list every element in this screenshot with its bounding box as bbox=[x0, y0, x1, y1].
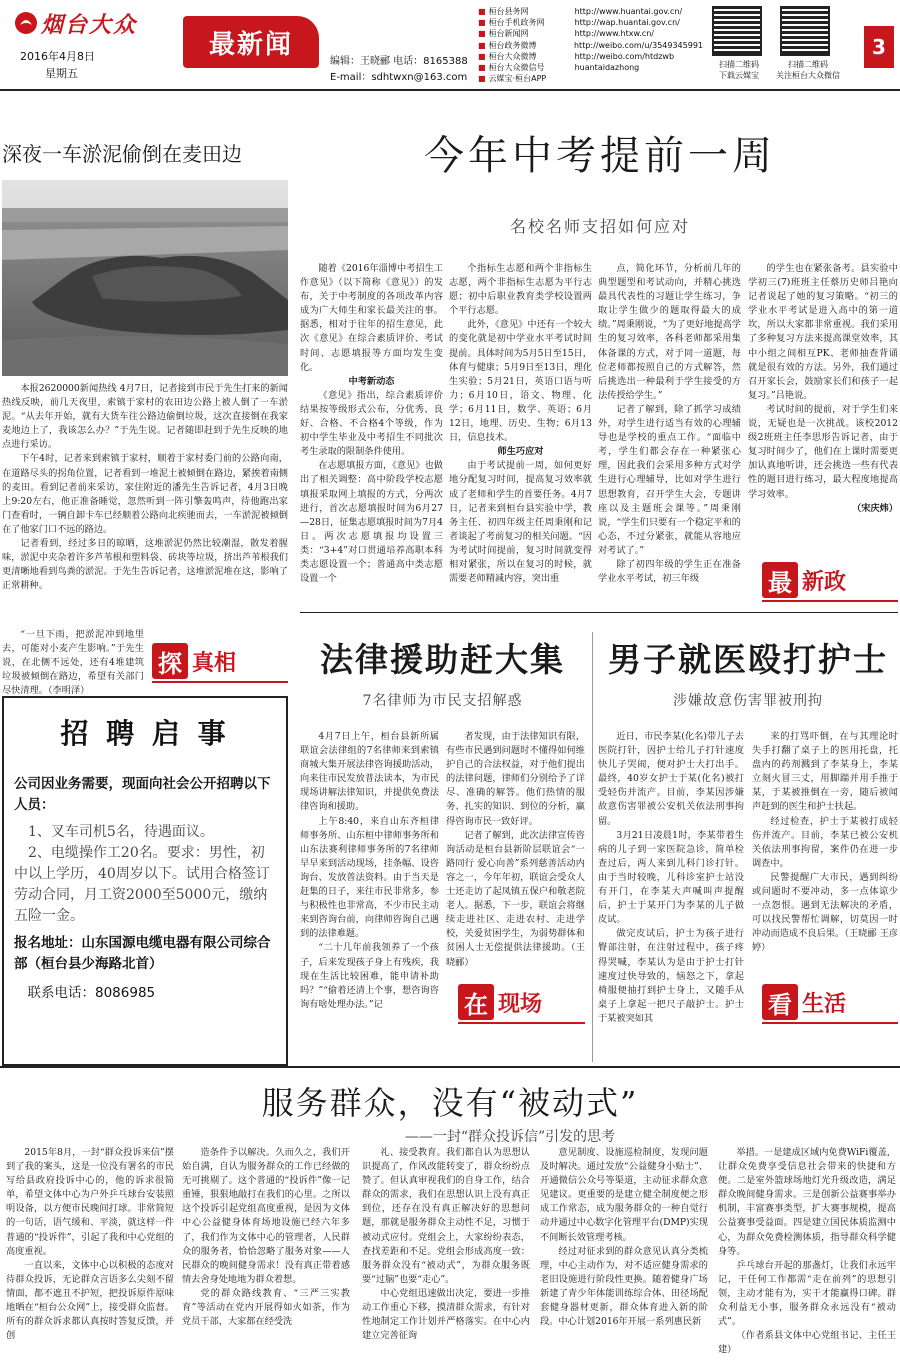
paragraph: 意见制度、设施巡检制度，发现问题及时解决。通过发放“公益健身小贴士”、开通微信公众号等渠道，主动征求群众意见建议。更重要的是建立健全制度便之形成工作常态，成为服务群众的一种自觉行动并通过中心数字化管理平台(DMP)实现不间断长效管理考核。 bbox=[540, 1147, 708, 1243]
paragraph: 记者看到，经过多日的晾晒，这堆淤泥仍然比较潮湿，散发着腥味，淤泥中夹杂着许多芦苇根和塑料袋、砖块等垃圾，挤出芦苇根我们更清晰地看到鸟粪的淤泥。于先生告诉记者，这堆淤泥堆在这，影响了正常耕种。 bbox=[2, 538, 288, 592]
tag-zuixinzheng bbox=[762, 560, 898, 602]
bottom-story-rule bbox=[0, 1066, 900, 1068]
top-col-2 bbox=[449, 262, 592, 604]
tag-tan-rest: 真相 bbox=[192, 649, 237, 676]
masthead-link-name: 桓台大众微博 bbox=[488, 51, 537, 61]
paragraph: 礼、接受教育。我们都自认为思想认识提高了，作风改能转变了，群众纷纷点赞了。但认真审视我们的自身工作，结合群众的需求，我们在思想认识上没有真正到位，还存在没有真正解决好的思想问题，那就是服务群众主动性不足，习惯于被动式应付。党组会上，大家纷纷表态，查找差距和不足。党组会形成高度一致：服务群众没有“被动式”，为群众服务既要“过脑”也要“走心”。 bbox=[362, 1147, 530, 1285]
left-body bbox=[2, 382, 288, 627]
paragraph: “一旦下雨，把淤泥冲到地里去，可能对小麦产生影响。”于先生说，在北侧不远处，还有4堆建筑垃圾被倾倒在路边，希望有关部门尽快清理。（李明泽） bbox=[2, 629, 144, 697]
paragraph: 乒乓球台开起的那盏灯，让我们永远牢记，干任何工作都需“走在前列”的思想引领，主动才能有为，实干才能赢得口碑。群众利益无小事，服务群众永远没有“被动式”。 bbox=[718, 1259, 896, 1328]
top-col-3 bbox=[598, 262, 741, 604]
masthead bbox=[0, 0, 900, 88]
paragraph: 随着《2016年淄博中考招生工作意见》（以下简称《意见》）的发布，关于中考制度的各项改革内容成为广大师生和家长最关注的事。据悉，相对于往年的招生意见，此次《意见》在综合素质评价、考试时间、志愿填报等方面均发生变化。 bbox=[300, 263, 443, 373]
masthead-link-name: 云媒宝·桓台APP bbox=[488, 74, 547, 84]
bullet-square-icon: ■ bbox=[478, 74, 486, 84]
bottom-col-2 bbox=[182, 1146, 350, 1356]
logo-text: 烟台大众 bbox=[41, 11, 138, 38]
tag-kan-char: 看 bbox=[762, 984, 798, 1020]
masthead-link-row[interactable] bbox=[478, 73, 703, 84]
paragraph: 一直以来，文体中心以积极的态度对待群众投诉，无论群众言语多么尖刻不留情面，都不遮丑不护短，把投诉原件原味地晒在“桓台公众网”上，接受群众监督。所有的群众诉求都认真按时答复反馈，并创 bbox=[6, 1259, 174, 1342]
paragraph: 2015年8月，一封“群众投诉来信”摆到了我的案头，这是一位没有署名的市民写给县政府投诉中心的，他的诉求很简单，希望文体中心为户外乒乓球台安装照明设备，以方便市民晚间打球。非常简短的一句话，语气缓和、平淡，就这样一件普通的“投诉件”，引起了我和中心党组的高度重视。 bbox=[6, 1147, 174, 1257]
banner-title: 最新闻 bbox=[208, 29, 293, 60]
paragraph: 《意见》指出，综合素质评价结果按等级形式公布，分优秀、良好、合格、不合格4个等级，作为初中学生毕业及中考招生不同批次考生录取的限制条件使用。 bbox=[300, 389, 443, 458]
paragraph: 者发现，由于法律知识有限，有些市民遇到问题时不懂得如何维护自己的合法权益，对于他们提出的法律问题，律师们分别给予了详尽、准确的解答。他们热情的服务、扎实的知识、到位的分析，赢得咨询市民一致好评。 bbox=[446, 731, 585, 827]
issue-date: 2016年4月8日 bbox=[20, 50, 95, 63]
paragraph: 在志愿填报方面，《意见》也做出了相关调整：高中阶段学校志愿填报采取网上填报的方式，分两次进行，首次志愿填报时间为6月27—28日，征集志愿填报时间为7月4日。两次志愿填报均设置三类：“3+4”对口贯通培养高职本科类志愿设置一个；普通高中类志愿设置一个 bbox=[300, 460, 443, 585]
masthead-link-name: 桓台县务网 bbox=[488, 7, 529, 16]
qr-caption-wechat-line2: 关注桓台大众微信 bbox=[776, 71, 840, 80]
logo-emblem-icon bbox=[14, 11, 38, 35]
paragraph: 由于考试提前一周，如何更好地分配复习时间，提高复习效率就成了老师和学生的首要任务。4月7日，记者来到桓台县实验中学，教务主任、初四年级主任周秉刚和记者谈起了考前复习的相关问题。“因为考试时间提前，复习时间就变得相对紧张，所以在复习的时候，就需要老师精减内容，突出重 bbox=[449, 460, 592, 585]
paragraph: 中考新动态 bbox=[348, 375, 395, 387]
masthead-link-row[interactable] bbox=[478, 40, 703, 51]
editor-line: 编辑：王晓郦 电话：8165388 bbox=[330, 56, 468, 67]
paragraph: 中心党组迅速做出决定，要进一步推动工作重心下移，摸清群众需求，有针对性地制定工作计划并严格落实。在中心内建立完善征询 bbox=[362, 1287, 530, 1342]
masthead-link-row[interactable] bbox=[478, 28, 703, 39]
masthead-link-row[interactable] bbox=[478, 62, 703, 73]
qr-code-app bbox=[712, 6, 762, 56]
paragraph: 举措。一是建成区域内免费WiFi覆盖，让群众免费享受信息社会带来的快捷和方便。二是室外篮球场地灯光升级改造，满足群众晚间健身需求。三是创新公益赛事举办机制，丰富赛事类型，扩大赛事规模，提高公益赛事受益面。四是建立国民体质监测中心，为群众免费检测体质，指导群众科学健身等。 bbox=[718, 1147, 896, 1257]
bullet-square-icon: ■ bbox=[478, 40, 486, 50]
recruit-title: 招 聘 启 事 bbox=[60, 717, 230, 750]
bottom-col-3 bbox=[362, 1146, 530, 1356]
top-col-1 bbox=[300, 262, 443, 604]
qr-caption-wechat-line1: 扫描二维码 bbox=[788, 60, 828, 69]
page-number: 3 bbox=[872, 35, 886, 59]
paragraph: 上午8:40，来自山东齐桓律师事务所、山东桓中律师事务所和山东法赛利律师事务所的7名律师早早来到活动现场，挂条幅、设咨询台、发放普法资料。由于当天是赶集的日子，来往市民非常多，参与积极性也非常高，不少市民主动来到咨询台前，向律师咨询自己遇到的法律难题。 bbox=[300, 815, 439, 940]
legal-col-1 bbox=[300, 730, 439, 1060]
masthead-link-row[interactable] bbox=[478, 6, 703, 17]
tag-zaixianchang bbox=[458, 982, 585, 1024]
recruit-item-2: 2、电缆操作工20名。要求：男性，初中以上学历，40周岁以下。试用合格签订劳动合同，月工资2000至5000元，缴纳五险一金。 bbox=[14, 845, 270, 924]
paragraph: 个指标生志愿和两个非指标生志愿，两个非指标生志愿为平行志愿；初中后职业教育类学校设置两个平行志愿。 bbox=[449, 263, 592, 317]
mud-photo bbox=[2, 180, 288, 376]
mud-photo-image bbox=[2, 180, 288, 376]
bottom-col-1 bbox=[6, 1146, 174, 1356]
tag-kan-rest: 生活 bbox=[802, 990, 847, 1017]
page-number-box bbox=[864, 26, 894, 68]
top-subhead: 名校名师支招如何应对 bbox=[509, 217, 690, 236]
paragraph: 记者了解到，除了抓学习成绩外，对学生进行适当有效的心理辅导也是学校的重点工作。“面临中考，学生们都会存在一种紧张心理，因此我们会采用多种方式对学生进行心理辅导，比如对学生进行思想教育，召开学生大会，专题讲座以及主题班会课等。”周秉刚说，“学生们只要有一个稳定平和的心态，不过分紧张，就能从容地应对考试了。” bbox=[598, 403, 741, 556]
paragraph: 4月7日上午，桓台县新所属联谊会法律组的7名律师来到索镇商城大集开展法律咨询援助活动，向来往市民发放普法读本，为市民现场讲解法律知识，并提供免费法律咨询和援助。 bbox=[300, 731, 439, 813]
paragraph: 近日，市民李某(化名)带儿子去医院打针，因护士给儿子打针速度快儿子哭闹，便对护士大打出手。最终，40岁女护士于某(化名)被打受轻伤并流产。目前，李某因涉嫌故意伤害罪被公安机关依法刑事拘留。 bbox=[598, 731, 744, 827]
link-list bbox=[478, 6, 703, 84]
masthead-link-name: 桓台大众微信号 bbox=[488, 63, 545, 73]
issue-weekday: 星期五 bbox=[45, 67, 78, 80]
tag-zui-rest: 新政 bbox=[802, 568, 847, 595]
legal-subhead: 7名律师为市民支招解惑 bbox=[362, 693, 523, 709]
paragraph: 造条件予以解决。久而久之，我们开始自满，自认为服务群众的工作已经做的无可挑剔了。这个普通的“投诉件”像一记重锤，狠狠地敲打在我们的心里。之所以这个投诉引起党组高度重视，是因为文体中心公益健身体育场地设施已经六年多了，我们作为文体中心的管理者，人民群众的服务者，恰恰忽略了服务对象——人民群众的晚间健身需求！没有真正带着感情去舍身处地地为群众着想。 bbox=[182, 1147, 350, 1285]
recruit-ad bbox=[2, 696, 288, 1066]
masthead-link-url[interactable]: http://weibo.com/htdzwb bbox=[574, 51, 675, 61]
masthead-link-url[interactable]: http://wap.huantai.gov.cn/ bbox=[574, 18, 680, 28]
recruit-phone: 联系电话：8086985 bbox=[27, 985, 156, 1001]
tag-tanzhenxiang bbox=[152, 641, 288, 683]
qr-code-wechat bbox=[780, 6, 830, 56]
left-headline: 深夜一车淤泥偷倒在麦田边 bbox=[2, 142, 242, 166]
bottom-col-5 bbox=[718, 1146, 896, 1356]
paragraph: 除了初四年级的学生正在准备学业水平考试，初三年级 bbox=[598, 558, 741, 585]
masthead-link-url[interactable]: huantaidazhong bbox=[574, 63, 640, 73]
tag-kanshenghuo bbox=[762, 982, 898, 1024]
tag-zai-rest: 现场 bbox=[498, 990, 543, 1017]
paragraph: 来的打骂吓倒，在与其理论时失手打翻了桌子上的医用托盘，托盘内的药剂溅到了李某身上，李某立刻火冒三丈，用脚踹并用手推于某，于某被推倒在一旁，随后被闻声赶到的医生和护士扶起。 bbox=[752, 731, 898, 813]
masthead-link-row[interactable] bbox=[478, 51, 703, 62]
recruit-intro: 公司因业务需要，现面向社会公开招聘以下人员： bbox=[14, 776, 271, 813]
bottom-subhead: ——一封“群众投诉信”引发的思考 bbox=[404, 1129, 616, 1145]
legal-headline: 法律援助赶大集 bbox=[320, 640, 565, 679]
recruit-address: 报名地址：山东国源电缆电器有限公司综合部（桓台县少海路北首） bbox=[14, 935, 271, 972]
bottom-headline: 服务群众，没有“被动式” bbox=[261, 1084, 639, 1122]
email-line: E-mail：sdhtwxn@163.com bbox=[330, 72, 468, 83]
doctor-subhead: 涉嫌故意伤害罪被刑拘 bbox=[673, 693, 823, 709]
qr-caption-app bbox=[706, 59, 772, 81]
paragraph: 经过检查，护士于某被打成轻伤并流产。目前，李某已被公安机关依法刑事拘留，案件仍在进一步调查中。 bbox=[752, 815, 898, 869]
masthead-link-url[interactable]: http://www.huantai.gov.cn/ bbox=[574, 7, 683, 16]
tag-tan-char: 探 bbox=[152, 643, 188, 679]
qr-caption-wechat bbox=[768, 59, 848, 81]
paragraph: 本报2620000新闻热线 4月7日，记者接到市民于先生打来的新闻热线反映，前几天夜里，索镇于家村的农田边公路上被人倒了一车淤泥。“从去年开始，就有大货车往公路边偷倒垃圾，这次直接倒在我家麦地边上了，我该怎么办？”于先生说。记者随即赶到于先生反映的地点进行采访。 bbox=[2, 383, 288, 451]
paragraph: （作者系县文体中心党组书记、主任王建） bbox=[718, 1330, 896, 1356]
legal-doctor-divider bbox=[592, 632, 593, 1062]
paragraph: 记者了解到，此次法律宣传咨询活动是桓台县新阶层联谊会“一路同行 爱心向善”系列慈善活动内容之一，今年年初，联谊会受众人士还走访了起凤镇五保户和敬老院老人。据悉，下一步，联谊会将继续走进社区、走进农村、走进学校，关爱贫困学生，为弱势群体和贫困人士无偿提供法律援助。（王晓郦） bbox=[446, 829, 585, 968]
tag-zui-char: 最 bbox=[762, 562, 798, 598]
paragraph: 的学生也在紧张备考。县实验中学初三(7)班班主任蔡历史师吕艳向记者说起了她的复习策略。“初三的学业水平考试是进入高中的第一道坎，所以大家都非常重视。我们采用了多种复习方法来提高课堂效率，其中小组之间相互PK、老师抽查背诵就是很有效的方法。另外，我们通过召开家长会，鼓励家长们和孩子一起复习。”吕艳说。 bbox=[748, 263, 898, 401]
banner-box bbox=[183, 16, 319, 68]
bullet-square-icon: ■ bbox=[478, 18, 486, 28]
paragraph: 做完皮试后，护士为孩子进行臀部注射，在注射过程中，孩子疼得哭喊，李某认为是由于护士打针速度过快导致的，恼怒之下，拿起椅服便抽打到护士身上，又随手从桌子上拿起一把尺子敲护士。护士于某被突如其 bbox=[598, 928, 744, 1024]
doctor-col-1 bbox=[598, 730, 744, 1060]
paragraph: 党的群众路线教育、“三严三实教育”等活动在党内开展得如火如荼，作为党员干部，大家都在经受洗 bbox=[182, 1287, 350, 1328]
top-col-4 bbox=[748, 262, 898, 544]
bullet-square-icon: ■ bbox=[478, 29, 486, 39]
paragraph: 师生巧应对 bbox=[497, 446, 544, 458]
bullet-square-icon: ■ bbox=[478, 7, 486, 16]
paragraph: 民警提醒广大市民，遇到纠纷或问题时不要冲动，多一点体谅少一点怨恨。遇到无法解决的矛盾，可以找民警帮忙调解，切莫因一时冲动而造成不良后果。（王晓郦 王彦婷） bbox=[752, 871, 898, 954]
masthead-rule bbox=[0, 89, 900, 91]
top-story-rule bbox=[300, 612, 898, 613]
paragraph: “二十几年前我领养了一个孩子，后来发现孩子身上有残疾，我现在生活比较困难，能申请补助吗？”“偷着还清上个事，想咨询咨询有啥处理办法。”记 bbox=[300, 942, 439, 1010]
paragraph: 下午4时，记者来到索镇于家村，顺着于家村委门前的公路向南，在道路尽头的拐角位置，记者看到一堆泥土被倾倒在路边，紧挨着南侧的麦田。看到记者前来采访，家住附近的潘先生告诉记者，4月3日晚上9:20左右，他正准备睡觉，忽然听到一阵引擎轰鸣声，待他跑出家门查看时，一辆自卸卡车已经顺着公路向北疾驰而去，一车淤泥被倾倒在了他家门口不远的路边。 bbox=[2, 453, 288, 535]
qr-caption-app-line2: 下载云媒宝 bbox=[719, 71, 759, 80]
paragraph: 经过对征求到的群众意见认真分类梳理，中心主动作为，对不适应健身需求的老旧设施进行阶段性更换。随着健身广场新建了青少年体能训练综合体、田径场配套健身器材更新，群众体育进入新的阶段。中心计划2016年开展一系列惠民新 bbox=[540, 1245, 708, 1328]
doctor-col-2 bbox=[752, 730, 898, 970]
paragraph: 考试时间的提前，对于学生们来说，无疑也是一次挑战。该校2012级2班班主任李思形告诉记者，由于复习时间少了，他们在上课时需要更加认真地听讲，还会挑选一些有代表性的题目进行练习，最大程度地提高学习效率。 bbox=[748, 403, 898, 500]
doctor-headline: 男子就医殴打护士 bbox=[608, 640, 888, 679]
masthead-link-name: 桓台政务微博 bbox=[488, 40, 537, 50]
top-headline: 今年中考提前一周 bbox=[424, 133, 776, 179]
bottom-col-4 bbox=[540, 1146, 708, 1356]
legal-col-2 bbox=[446, 730, 585, 970]
masthead-link-url[interactable]: http://www.htxw.cn/ bbox=[574, 29, 654, 39]
left-body-tail bbox=[2, 628, 144, 697]
logo bbox=[14, 2, 164, 44]
paragraph: 此外，《意见》中还有一个较大的变化就是初中学业水平考试时间提前。具体时间为5月5日至15日，体育与健康；5月9日至13日，理化生实验；5月21日，英语口语与听力；6月10日，语文、物理、化学；6月11日，数学、英语；6月12日，地理、历史、生物；6月13日，信息技术。 bbox=[449, 319, 592, 444]
qr-caption-app-line1: 扫描二维码 bbox=[719, 60, 759, 69]
masthead-link-url[interactable]: http://weibo.com/u/3549345991 bbox=[573, 40, 703, 50]
paragraph: 点，简化环节，分析前几年的典型题型和考试动向，并精心挑选最具代表性的习题让学生练习，争取让学生做少的题取得最大的成绩。”周秉刚说，“为了更好地提高学生的复习效率，各科老师都采用集体备课的方式，对于同一道题，每位老师都按照自己的方式解答，然后挑选出一种最利于学生接受的方法传授给学生。” bbox=[598, 263, 741, 401]
masthead-link-name: 桓台手机政务网 bbox=[488, 18, 545, 28]
masthead-link-row[interactable] bbox=[478, 17, 703, 28]
recruit-item-1: 1、叉车司机5名，待遇面议。 bbox=[28, 824, 214, 840]
paragraph: （宋庆炜） bbox=[852, 502, 898, 514]
bullet-square-icon: ■ bbox=[478, 63, 486, 73]
bullet-square-icon: ■ bbox=[478, 51, 486, 61]
paragraph: 3月21日凌晨1时，李某带着生病的儿子到一家医院急诊，简单检查过后，两人来到儿科门诊打针。由于当时较晚，儿科诊室护士站没有开门，在李某大声喊叫声提醒后，护士于某开门为李某的儿子做皮试。 bbox=[598, 829, 744, 926]
tag-zai-char: 在 bbox=[458, 984, 494, 1020]
masthead-link-name: 桓台新闻网 bbox=[488, 29, 529, 39]
